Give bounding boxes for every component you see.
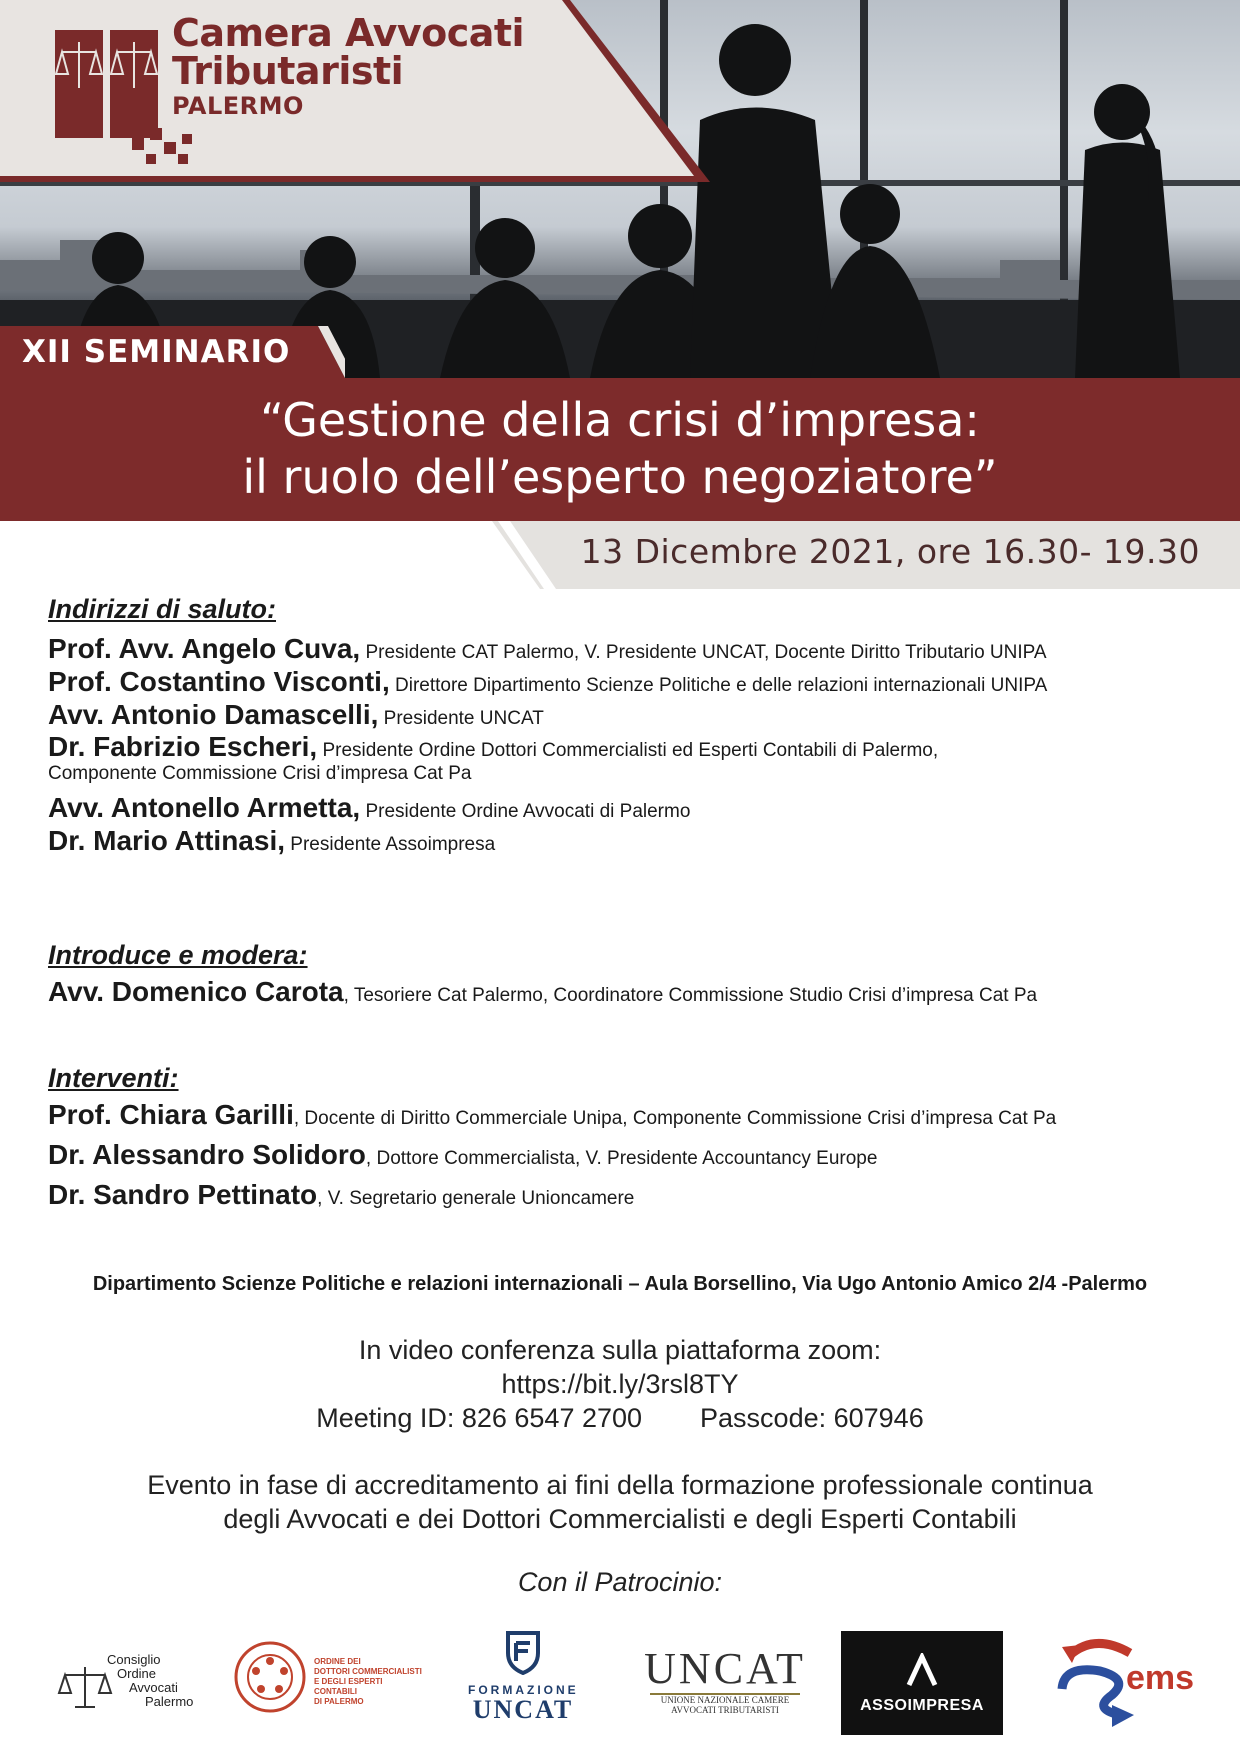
accreditation-line2: degli Avvocati e dei Dottori Commercialisti e degli Esperti Contabili bbox=[223, 1504, 1017, 1534]
speaker: Avv. Antonello Armetta, Presidente Ordine Avvocati di Palermo bbox=[48, 792, 691, 824]
odcec-line: DOTTORI COMMERCIALISTI bbox=[314, 1667, 422, 1676]
interventi-section bbox=[48, 1063, 1056, 1210]
assoimpresa-a-icon bbox=[905, 1653, 939, 1687]
org-line2: Tributaristi bbox=[172, 49, 404, 93]
uncat-wordmark: UNCAT bbox=[644, 1644, 806, 1693]
ems-label: ems bbox=[1126, 1659, 1195, 1697]
coa-line: Avvocati bbox=[129, 1680, 178, 1695]
odcec-line: ORDINE DEI bbox=[314, 1657, 361, 1666]
event-date: 13 Dicembre 2021, ore 16.30- 19.30 bbox=[580, 532, 1200, 571]
meeting-id: Meeting ID: 826 6547 2700 bbox=[316, 1403, 643, 1433]
coa-line: Ordine bbox=[117, 1666, 157, 1681]
odcec-seal-icon bbox=[232, 1639, 308, 1715]
speaker: Dr. Mario Attinasi, Presidente Assoimpresa bbox=[48, 824, 496, 856]
logo-formazione-uncat bbox=[468, 1629, 578, 1741]
logo-assoimpresa bbox=[841, 1631, 1003, 1735]
org-name bbox=[172, 11, 525, 120]
coa-line: Consiglio bbox=[107, 1652, 161, 1667]
speaker: Dr. Sandro Pettinato, V. Segretario generale Unioncamere bbox=[48, 1178, 635, 1210]
speaker: Dr. Fabrizio Escheri, Presidente Ordine Dottori Commercialisti ed Esperti Contabili di Palermo, bbox=[48, 731, 939, 763]
assoimpresa-label: ASSOIMPRESA bbox=[860, 1697, 984, 1714]
coa-line: Palermo bbox=[145, 1694, 194, 1709]
sponsor-logos bbox=[0, 1625, 1240, 1745]
uncat-line: UNIONE NAZIONALE CAMERE bbox=[660, 1695, 790, 1705]
accreditation bbox=[0, 1468, 1240, 1536]
org-line3: PALERMO bbox=[172, 92, 304, 120]
modera-section bbox=[48, 940, 1037, 1008]
title-line1: “Gestione della crisi d’impresa: bbox=[260, 393, 980, 447]
shield-icon bbox=[500, 1629, 546, 1675]
logo-coa-palermo bbox=[55, 1651, 195, 1721]
speaker: Prof. Chiara Garilli, Docente di Diritto Commerciale Unipa, Componente Commissione Crisi d’impresa Cat Pa bbox=[48, 1099, 1057, 1130]
zoom-intro: In video conferenza sulla piattaforma zoom: bbox=[358, 1335, 882, 1365]
speaker: Avv. Antonio Damascelli, Presidente UNCAT bbox=[48, 698, 544, 730]
odcec-line: E DEGLI ESPERTI CONTABILI bbox=[314, 1677, 383, 1696]
modera-heading: Introduce e modera: bbox=[48, 940, 308, 970]
title-line2: il ruolo dell’esperto negoziatore” bbox=[242, 450, 998, 504]
speaker: Avv. Domenico Carota, Tesoriere Cat Palermo, Coordinatore Commissione Studio Crisi d’impresa Cat Pa bbox=[48, 976, 1038, 1007]
logo-odcec-palermo bbox=[232, 1635, 422, 1725]
speaker: Dr. Alessandro Solidoro, Dottore Commercialista, V. Presidente Accountancy Europe bbox=[48, 1138, 878, 1170]
scales-icon bbox=[55, 1659, 115, 1719]
speaker: Prof. Costantino Visconti, Direttore Dipartimento Scienze Politiche e delle relazioni internazionali UNIPA bbox=[48, 665, 1048, 697]
saluti-heading: Indirizzi di saluto: bbox=[48, 594, 276, 624]
saluti-section bbox=[48, 594, 1047, 857]
logo-uncat bbox=[640, 1644, 810, 1727]
speaker: Prof. Avv. Angelo Cuva, Presidente CAT Palermo, V. Presidente UNCAT, Docente Diritto Tributario UNIPA bbox=[48, 633, 1047, 664]
zoom-link[interactable]: https://bit.ly/3rsl8TY bbox=[501, 1369, 739, 1399]
uncat-line: AVVOCATI TRIBUTARISTI bbox=[671, 1705, 779, 1715]
hero-photo bbox=[0, 0, 1240, 378]
org-line1: Camera Avvocati bbox=[172, 11, 525, 55]
zoom-info bbox=[0, 1333, 1240, 1435]
accreditation-line1: Evento in fase di accreditamento ai fini della formazione professionale continua bbox=[147, 1470, 1093, 1500]
patrocinio-label: Con il Patrocinio: bbox=[517, 1567, 723, 1597]
venue: Dipartimento Scienze Politiche e relazioni internazionali – Aula Borsellino, Via Ugo Antonio Amico 2/4 -Palermo bbox=[92, 1273, 1148, 1295]
zoom-credentials bbox=[0, 1401, 1240, 1435]
interventi-heading: Interventi: bbox=[48, 1063, 179, 1093]
speaker-role-cont: Componente Commissione Crisi d’impresa Cat Pa bbox=[48, 763, 472, 785]
formazione-line: FORMAZIONE bbox=[468, 1683, 579, 1697]
seminar-title bbox=[0, 392, 1240, 506]
logo-ems bbox=[1050, 1635, 1200, 1735]
seminar-label: XII SEMINARIO bbox=[22, 334, 291, 370]
formazione-line: UNCAT bbox=[472, 1695, 574, 1724]
odcec-line: DI PALERMO bbox=[314, 1697, 364, 1706]
passcode: Passcode: 607946 bbox=[700, 1403, 924, 1433]
